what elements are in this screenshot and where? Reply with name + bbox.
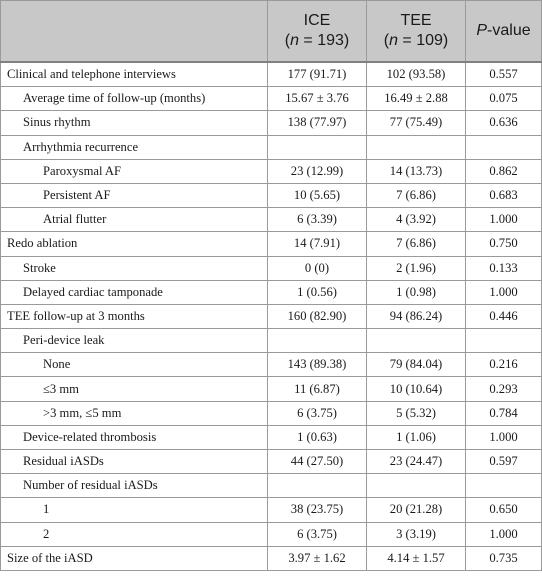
tee-value xyxy=(367,329,466,353)
p-value: 1.000 xyxy=(466,425,542,449)
row-label: Delayed cardiac tamponade xyxy=(1,280,268,304)
ice-value: 138 (77.97) xyxy=(268,111,367,135)
tee-value: 4.14 ± 1.57 xyxy=(367,546,466,570)
header-tee-name: TEE xyxy=(400,12,432,29)
p-value xyxy=(466,329,542,353)
table-row xyxy=(1,256,542,280)
row-label: >3 mm, ≤5 mm xyxy=(1,401,268,425)
tee-value: 2 (1.96) xyxy=(367,256,466,280)
header-tee xyxy=(367,1,466,63)
header-label-cell xyxy=(1,1,268,63)
ice-value: 0 (0) xyxy=(268,256,367,280)
table-row xyxy=(1,353,542,377)
ice-value: 11 (6.87) xyxy=(268,377,367,401)
table-row xyxy=(1,401,542,425)
tee-value: 3 (3.19) xyxy=(367,522,466,546)
table-row xyxy=(1,329,542,353)
table-row xyxy=(1,62,542,87)
p-value: 0.597 xyxy=(466,450,542,474)
table-row xyxy=(1,280,542,304)
p-value: 1.000 xyxy=(466,280,542,304)
p-value: 0.293 xyxy=(466,377,542,401)
p-value: 1.000 xyxy=(466,522,542,546)
table-row xyxy=(1,304,542,328)
tee-value: 79 (84.04) xyxy=(367,353,466,377)
ice-value: 160 (82.90) xyxy=(268,304,367,328)
row-label: Size of the iASD xyxy=(1,546,268,570)
p-value: 0.557 xyxy=(466,62,542,87)
row-label: Stroke xyxy=(1,256,268,280)
header-ice-name: ICE xyxy=(303,12,331,29)
table-row xyxy=(1,498,542,522)
row-label: Peri-device leak xyxy=(1,329,268,353)
tee-value: 94 (86.24) xyxy=(367,304,466,328)
row-label: Sinus rhythm xyxy=(1,111,268,135)
table-row xyxy=(1,377,542,401)
ice-value: 44 (27.50) xyxy=(268,450,367,474)
table-row xyxy=(1,159,542,183)
tee-value: 7 (6.86) xyxy=(367,232,466,256)
row-label: Persistent AF xyxy=(1,183,268,207)
table-row xyxy=(1,183,542,207)
ice-value xyxy=(268,329,367,353)
table-row xyxy=(1,450,542,474)
p-value: 0.133 xyxy=(466,256,542,280)
ice-value: 3.97 ± 1.62 xyxy=(268,546,367,570)
ice-value: 177 (91.71) xyxy=(268,62,367,87)
row-label: Clinical and telephone interviews xyxy=(1,62,268,87)
ice-value: 23 (12.99) xyxy=(268,159,367,183)
p-value: 0.862 xyxy=(466,159,542,183)
p-value: 0.735 xyxy=(466,546,542,570)
row-label: TEE follow-up at 3 months xyxy=(1,304,268,328)
header-ice-n: (n = 193) xyxy=(284,32,350,49)
tee-value: 7 (6.86) xyxy=(367,183,466,207)
ice-value: 10 (5.65) xyxy=(268,183,367,207)
ice-value: 1 (0.63) xyxy=(268,425,367,449)
row-label: ≤3 mm xyxy=(1,377,268,401)
header-ice xyxy=(268,1,367,63)
row-label: Average time of follow-up (months) xyxy=(1,87,268,111)
tee-value: 1 (1.06) xyxy=(367,425,466,449)
p-value: 0.784 xyxy=(466,401,542,425)
row-label: Device-related thrombosis xyxy=(1,425,268,449)
p-value xyxy=(466,474,542,498)
header-tee-n: (n = 109) xyxy=(383,32,449,49)
p-value: 0.446 xyxy=(466,304,542,328)
tee-value: 10 (10.64) xyxy=(367,377,466,401)
row-label: 1 xyxy=(1,498,268,522)
table-row xyxy=(1,208,542,232)
ice-value xyxy=(268,135,367,159)
p-value: 0.075 xyxy=(466,87,542,111)
p-value: 0.636 xyxy=(466,111,542,135)
ice-value xyxy=(268,474,367,498)
table-row xyxy=(1,111,542,135)
ice-value: 15.67 ± 3.76 xyxy=(268,87,367,111)
row-label: Paroxysmal AF xyxy=(1,159,268,183)
ice-value: 14 (7.91) xyxy=(268,232,367,256)
p-value: 0.650 xyxy=(466,498,542,522)
table-row xyxy=(1,522,542,546)
p-value: 0.750 xyxy=(466,232,542,256)
p-value xyxy=(466,135,542,159)
row-label: Atrial flutter xyxy=(1,208,268,232)
row-label: None xyxy=(1,353,268,377)
tee-value: 14 (13.73) xyxy=(367,159,466,183)
p-value: 1.000 xyxy=(466,208,542,232)
tee-value: 5 (5.32) xyxy=(367,401,466,425)
row-label: Arrhythmia recurrence xyxy=(1,135,268,159)
ice-value: 6 (3.39) xyxy=(268,208,367,232)
tee-value: 16.49 ± 2.88 xyxy=(367,87,466,111)
ice-value: 6 (3.75) xyxy=(268,522,367,546)
table-row xyxy=(1,425,542,449)
ice-value: 1 (0.56) xyxy=(268,280,367,304)
table-row xyxy=(1,546,542,570)
tee-value: 102 (93.58) xyxy=(367,62,466,87)
table-row xyxy=(1,135,542,159)
row-label: Redo ablation xyxy=(1,232,268,256)
tee-value: 1 (0.98) xyxy=(367,280,466,304)
table-row xyxy=(1,87,542,111)
tee-value xyxy=(367,135,466,159)
tee-value: 4 (3.92) xyxy=(367,208,466,232)
tee-value: 23 (24.47) xyxy=(367,450,466,474)
row-label: Residual iASDs xyxy=(1,450,268,474)
header-row xyxy=(1,1,542,63)
ice-value: 38 (23.75) xyxy=(268,498,367,522)
tee-value: 77 (75.49) xyxy=(367,111,466,135)
ice-value: 6 (3.75) xyxy=(268,401,367,425)
p-value: 0.683 xyxy=(466,183,542,207)
tee-value xyxy=(367,474,466,498)
tee-value: 20 (21.28) xyxy=(367,498,466,522)
table-row xyxy=(1,474,542,498)
table-row xyxy=(1,232,542,256)
ice-value: 143 (89.38) xyxy=(268,353,367,377)
row-label: 2 xyxy=(1,522,268,546)
p-value: 0.216 xyxy=(466,353,542,377)
header-pvalue: P-value xyxy=(466,1,542,63)
row-label: Number of residual iASDs xyxy=(1,474,268,498)
